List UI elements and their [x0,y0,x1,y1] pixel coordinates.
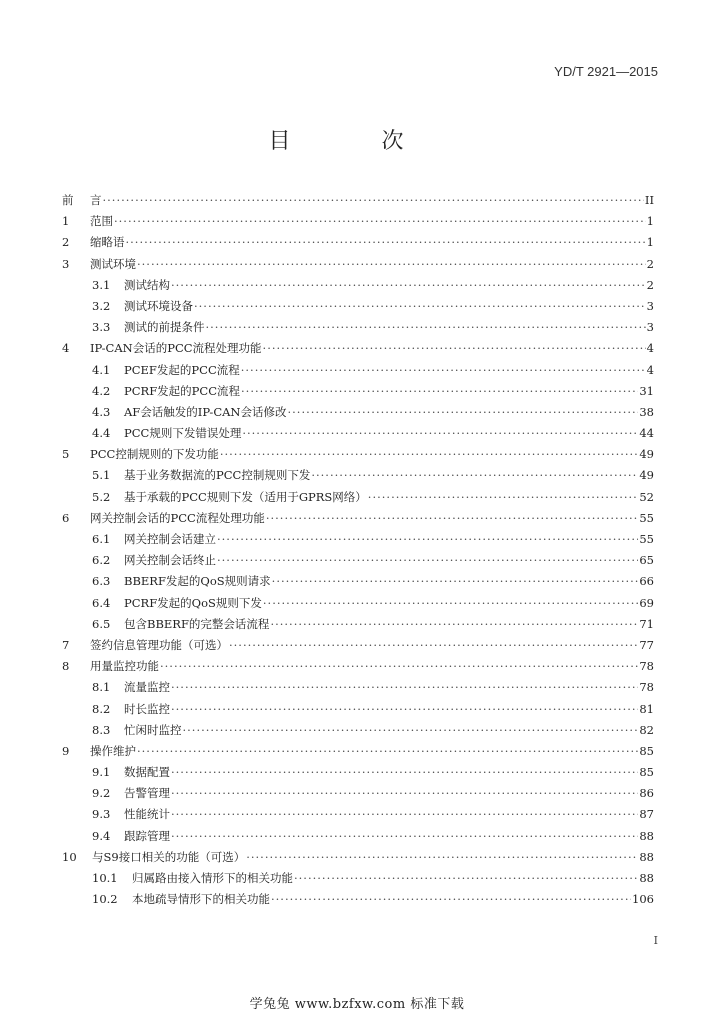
toc-entry-page: 78 [639,680,654,695]
toc-entry[interactable] [62,360,654,381]
toc-leader-dots [241,360,646,381]
toc-entry-label: PCC规则下发错误处理 [124,426,242,441]
toc-entry-page: 31 [639,383,654,398]
toc-entry[interactable] [62,783,654,804]
toc-entry-number: 8.3 [92,722,111,737]
toc-entry[interactable] [62,889,654,910]
toc-leader-dots [171,275,646,296]
toc-entry-label: 签约信息管理功能（可选） [90,637,228,652]
toc-entry-page: 38 [639,404,654,419]
toc-leader-dots [246,847,638,868]
toc-entry-page: 1 [646,235,654,250]
toc-entry-label: BBERF发起的QoS规则请求 [124,574,271,589]
toc-entry[interactable] [62,804,654,825]
toc-entry[interactable] [62,444,654,465]
toc-entry-label: 用量监控功能 [90,659,159,674]
toc-entry[interactable] [62,465,654,486]
toc-entry-number: 4.3 [92,404,111,419]
toc-entry-label: 归属路由接入情形下的相关功能 [132,871,293,885]
toc-entry[interactable] [62,211,654,232]
toc-entry-number: 6.2 [92,553,111,568]
toc-entry-number: 6.1 [92,532,111,546]
toc-entry-number: 6.4 [92,595,111,610]
toc-leader-dots [137,741,638,762]
toc-entry-page: 49 [639,468,654,483]
toc-entry-page: 44 [639,426,654,441]
toc-entry-label: 操作维护 [90,743,136,758]
toc-entry-number: 4.4 [92,426,111,441]
toc-entry-number: 10.1 [92,871,118,885]
toc-entry-page: 3 [646,298,654,313]
toc-leader-dots [271,889,631,910]
toc-entry[interactable] [62,635,654,656]
toc-entry-number: 6.5 [92,616,111,631]
page-number: I [653,934,658,947]
toc-entry-label: PCRF发起的QoS规则下发 [124,595,262,610]
toc-leader-dots [126,232,646,253]
toc-entry-page: 2 [646,277,654,292]
toc-entry[interactable] [62,529,654,550]
toc-entry-number: 8 [62,659,70,674]
toc-leader-dots [288,402,639,423]
toc-entry-page: 1 [646,214,654,229]
toc-entry-page: 77 [639,637,654,652]
toc-leader-dots [263,593,638,614]
page-title: 目 次 [268,129,446,154]
toc-entry-label: 测试环境设备 [124,298,193,313]
toc-leader-dots [160,656,638,677]
toc-entry-number: 5.2 [92,489,111,504]
toc-entry[interactable] [62,677,654,698]
toc-entry-page: 78 [639,659,654,674]
toc-entry-label: 忙闲时监控 [124,722,182,737]
toc-entry-page: 88 [639,828,654,843]
toc-leader-dots [103,190,644,211]
toc-entry-page: 66 [639,574,654,589]
toc-entry-number: 8.2 [92,701,111,716]
toc-entry-page: II [644,193,654,207]
toc-entry-page: 69 [639,595,654,610]
toc-entry-label: PCEF发起的PCC流程 [124,362,240,377]
toc-entry[interactable] [62,423,654,444]
toc-entry-label: 本地疏导情形下的相关功能 [132,892,270,907]
toc-leader-dots [114,211,646,232]
toc-leader-dots [171,762,638,783]
toc-entry-page: 65 [639,553,654,568]
toc-entry-number: 2 [62,235,70,250]
toc-entry[interactable] [62,699,654,720]
toc-entry[interactable] [62,317,654,338]
toc-entry-page: 88 [639,871,654,885]
toc-entry-page: 4 [646,362,654,377]
toc-entry-number: 9 [62,743,70,758]
toc-entry-label: 测试结构 [124,277,170,292]
toc-leader-dots [241,381,638,402]
toc-entry-page: 52 [639,489,654,504]
toc-leader-dots [242,423,638,444]
toc-entry-label: 跟踪管理 [124,828,170,843]
toc-leader-dots [263,338,646,359]
toc-leader-dots [229,635,638,656]
toc-entry[interactable] [62,508,654,529]
toc-entry[interactable] [62,847,654,868]
toc-entry-label: PCC控制规则的下发功能 [90,447,219,462]
toc-entry-page: 55 [639,510,654,525]
toc-leader-dots [294,868,638,889]
toc-leader-dots [217,550,638,571]
toc-entry-page: 55 [639,532,654,546]
toc-entry-label: IP-CAN会话的PCC流程处理功能 [90,341,262,356]
toc-entry-number: 5.1 [92,468,111,483]
toc-leader-dots [171,783,638,804]
toc-leader-dots [137,254,646,275]
toc-entry-number: 9.4 [92,828,111,843]
toc-entry-label: 网关控制会话终止 [124,553,216,568]
toc-entry-page: 88 [639,849,654,864]
toc-entry-number: 7 [62,637,70,652]
toc-leader-dots [272,571,639,592]
toc-entry-label: 测试的前提条件 [124,320,205,335]
toc-entry[interactable] [62,550,654,571]
toc-entry-page: 4 [646,341,654,356]
toc-entry-label: AF会话触发的IP-CAN会话修改 [124,404,287,419]
toc-entry[interactable] [62,254,654,275]
toc-entry-label: 与S9接口相关的功能（可选） [92,849,246,864]
toc-entry-page: 86 [639,786,654,801]
toc-leader-dots [206,317,646,338]
toc-leader-dots [220,444,639,465]
toc-entry-page: 49 [639,447,654,462]
toc-entry-page: 81 [639,701,654,716]
toc-entry[interactable] [62,614,654,635]
toc-entry[interactable] [62,571,654,592]
toc-leader-dots [311,465,638,486]
toc-entry-number: 1 [62,214,70,229]
toc-entry-number: 8.1 [92,680,111,695]
toc-entry[interactable] [62,826,654,847]
toc-entry-number: 4 [62,341,70,356]
toc-entry-page: 71 [639,616,654,631]
table-of-contents [62,190,654,910]
toc-entry-label: 告警管理 [124,786,170,801]
toc-entry-number: 3.3 [92,320,111,335]
toc-entry-label: 性能统计 [124,807,170,822]
toc-leader-dots [171,699,638,720]
toc-entry-page: 82 [639,722,654,737]
toc-entry[interactable] [62,402,654,423]
watermark-text: 学兔兔 www.bzfxw.com 标准下载 [249,997,465,1012]
toc-entry-label: 测试环境 [90,256,136,271]
toc-entry[interactable] [62,381,654,402]
standard-code: YD/T 2921—2015 [554,64,658,79]
toc-entry-page: 3 [646,320,654,335]
toc-entry-label: 网关控制会话建立 [124,532,216,546]
toc-leader-dots [171,804,638,825]
toc-entry[interactable] [62,593,654,614]
toc-entry-page: 85 [639,743,654,758]
toc-entry-number: 9.1 [92,765,111,780]
toc-entry-number: 9.2 [92,786,111,801]
toc-entry-number: 3 [62,256,70,271]
toc-entry-label: 基于业务数据流的PCC控制规则下发 [124,468,311,483]
toc-entry[interactable] [62,656,654,677]
toc-entry-page: 87 [639,807,654,822]
toc-entry-number: 3.1 [92,277,111,292]
toc-entry-number: 10.2 [92,892,118,907]
toc-leader-dots [171,826,638,847]
toc-entry-number: 9.3 [92,807,111,822]
toc-entry-label: 言 [90,193,102,207]
toc-leader-dots [266,508,639,529]
toc-entry[interactable] [62,868,654,889]
toc-entry-label: 数据配置 [124,765,170,780]
toc-leader-dots [217,529,638,550]
toc-leader-dots [270,614,638,635]
toc-entry[interactable] [62,275,654,296]
toc-leader-dots [183,720,639,741]
toc-entry[interactable] [62,232,654,253]
toc-entry-label: 缩略语 [90,235,125,250]
toc-entry[interactable] [62,296,654,317]
toc-entry[interactable] [62,190,654,211]
toc-entry[interactable] [62,338,654,359]
toc-entry-number: 6 [62,510,70,525]
toc-entry[interactable] [62,720,654,741]
toc-entry-label: PCRF发起的PCC流程 [124,383,241,398]
toc-entry-number: 4.1 [92,362,111,377]
toc-entry-number: 4.2 [92,383,111,398]
toc-leader-dots [171,677,638,698]
toc-entry-number: 前 [62,193,74,207]
toc-entry-number: 6.3 [92,574,111,589]
toc-entry-number: 10 [62,849,77,864]
toc-entry-number: 5 [62,447,70,462]
toc-entry-label: 时长监控 [124,701,170,716]
toc-entry-label: 范围 [90,214,113,229]
toc-leader-dots [368,487,639,508]
toc-entry-page: 2 [646,256,654,271]
toc-entry-page: 85 [639,765,654,780]
toc-entry-label: 流量监控 [124,680,170,695]
toc-entry-page: 106 [632,892,654,907]
toc-leader-dots [194,296,646,317]
toc-entry-number: 3.2 [92,298,111,313]
toc-entry[interactable] [62,741,654,762]
toc-entry-label: 包含BBERF的完整会话流程 [124,616,270,631]
toc-entry-label: 基于承载的PCC规则下发（适用于GPRS网络） [124,489,367,504]
toc-entry[interactable] [62,762,654,783]
toc-entry[interactable] [62,487,654,508]
toc-entry-label: 网关控制会话的PCC流程处理功能 [90,510,265,525]
